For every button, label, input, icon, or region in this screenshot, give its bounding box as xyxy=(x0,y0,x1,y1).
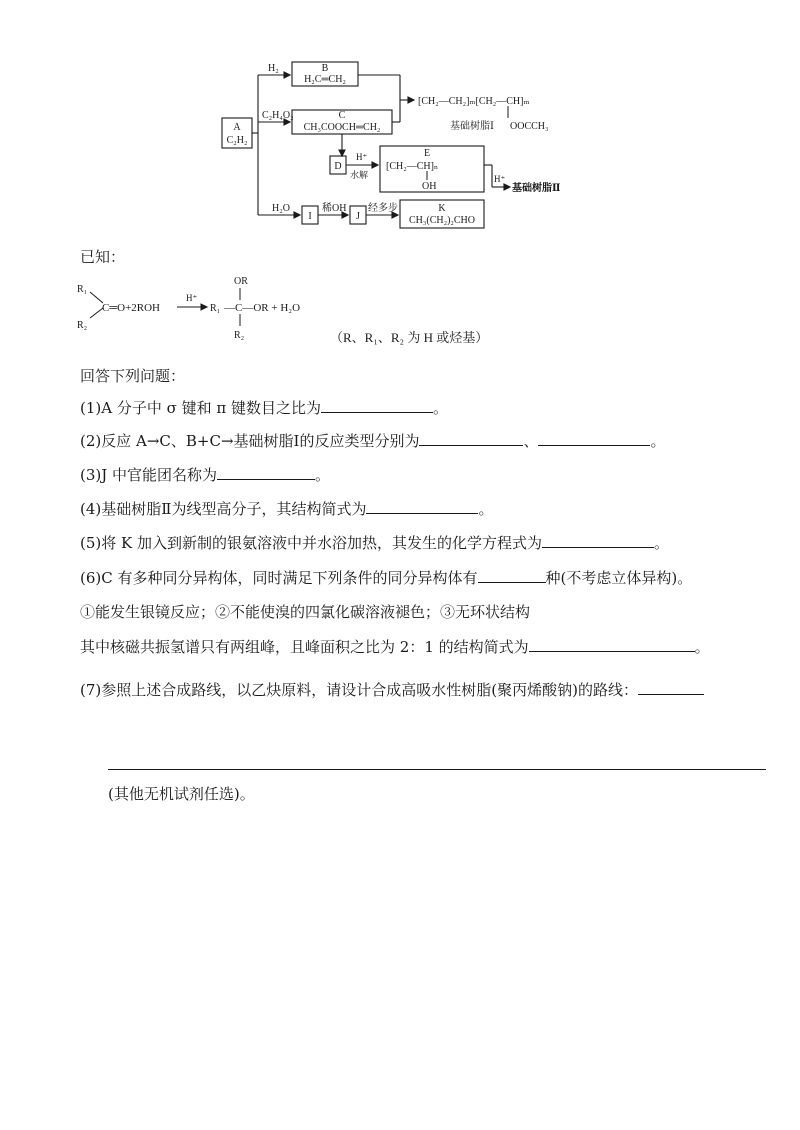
Hplus-2: H⁺ xyxy=(494,174,506,184)
q7-tail: (其他无机试剂任选)。 xyxy=(108,785,255,803)
q3-end: 。 xyxy=(315,466,331,484)
q5-answer-blank[interactable] xyxy=(542,533,654,548)
B-label: B xyxy=(321,63,329,74)
question-1 xyxy=(80,397,448,418)
known-R1-product: R₁ xyxy=(210,303,221,314)
resin1-polymer: [CH₂—CH₂]ₘ[CH₂—CH]ₘ xyxy=(418,96,530,107)
q6-end: 。 xyxy=(694,638,710,656)
question-3 xyxy=(80,464,330,485)
I-label: I xyxy=(308,211,312,222)
question-6 xyxy=(80,567,692,588)
q6-answer-blank-structure[interactable] xyxy=(529,637,695,652)
known-left: C═O+2ROH xyxy=(102,302,161,314)
multi-step-label: 经多步 xyxy=(368,203,398,214)
D-label: D xyxy=(334,161,342,172)
q6-answer-blank-count[interactable] xyxy=(478,568,546,583)
E-substituent: OH xyxy=(422,181,437,192)
resin2-name: 基础树脂Ⅱ xyxy=(512,183,561,194)
E-polymer: [CH₂—CH]ₙ xyxy=(386,161,439,172)
known-R1: R₁ xyxy=(77,284,88,295)
synthesis-scheme xyxy=(0,0,800,250)
q3-text: (3)J 中官能团名称为 xyxy=(80,466,218,484)
q5-text: (5)将 K 加入到新制的银氨溶液中并水浴加热，其发生的化学方程式为 xyxy=(80,534,542,552)
H2O-reagent: H₂O xyxy=(272,203,290,214)
J-label: J xyxy=(356,211,360,222)
question-5 xyxy=(80,532,669,553)
C-reagent: C₂H₄O₂ xyxy=(262,110,294,121)
q4-end: 。 xyxy=(478,500,494,518)
q6-mid: 种(不考虑立体异构)。 xyxy=(545,569,693,587)
hydrolysis-label: 水解 xyxy=(350,170,369,180)
known-R2-product: R₂ xyxy=(234,330,245,341)
C-label: C xyxy=(338,110,346,121)
question-7 xyxy=(80,679,704,700)
known-heading: 已知： xyxy=(80,248,126,266)
H2-reagent: H₂ xyxy=(268,63,279,74)
q6-text: (6)C 有多种同分异构体，同时满足下列条件的同分异构体有 xyxy=(80,569,478,587)
q1-answer-blank[interactable] xyxy=(321,398,433,413)
known-OR-top: OR xyxy=(234,276,248,287)
q1-end: 。 xyxy=(433,399,449,417)
intro: 回答下列问题： xyxy=(80,367,186,385)
K-label: K xyxy=(438,203,446,214)
q3-answer-blank[interactable] xyxy=(217,465,315,480)
q2-answer-blank-2[interactable] xyxy=(538,431,650,446)
question-2 xyxy=(80,430,666,451)
q2-answer-blank-1[interactable] xyxy=(419,431,523,446)
q4-text: (4)基础树脂Ⅱ为线型高分子，其结构简式为 xyxy=(80,500,367,518)
q2-text: (2)反应 A→C、B+C→基础树脂Ⅰ的反应类型分别为 xyxy=(80,432,420,450)
A-formula: C₂H₂ xyxy=(226,135,248,146)
C-formula: CH₃COOCH═CH₂ xyxy=(303,122,381,133)
q2-sep: 、 xyxy=(523,432,539,450)
question-4 xyxy=(80,498,493,519)
known-R2: R₂ xyxy=(77,320,88,331)
known-Hplus: H⁺ xyxy=(186,293,198,303)
A-label: A xyxy=(233,122,241,133)
B-formula: H₂C═CH₂ xyxy=(304,74,346,85)
resin1-substituent: OOCCH₃ xyxy=(510,121,549,132)
q1-text: (1)A 分子中 σ 键和 π 键数目之比为 xyxy=(80,399,322,417)
q4-answer-blank[interactable] xyxy=(366,499,478,514)
q7-answer-blank-inline[interactable] xyxy=(638,680,704,695)
K-formula: CH₃(CH₂)₂CHO xyxy=(408,215,476,226)
q7-text: (7)参照上述合成路线，以乙炔原料，请设计合成高吸水性树脂(聚丙烯酸钠)的路线： xyxy=(80,681,638,699)
Hplus-1: H⁺ xyxy=(356,152,368,162)
known-note: （R、R₁、R₂ 为 H 或烃基） xyxy=(330,330,489,345)
q5-end: 。 xyxy=(654,534,670,552)
known-product: —C—OR + H₂O xyxy=(224,302,301,314)
dilute-OH-reagent: 稀OH xyxy=(322,203,347,214)
E-label: E xyxy=(423,148,431,159)
q6-conditions: ①能发生银镜反应；②不能使溴的四氯化碳溶液褪色；③无环状结构 xyxy=(80,603,531,621)
resin1-name: 基础树脂Ⅰ xyxy=(450,121,494,132)
known-reaction xyxy=(0,270,800,350)
q7-answer-line[interactable] xyxy=(108,769,766,770)
q2-end: 。 xyxy=(650,432,666,450)
q6-nmr-text: 其中核磁共振氢谱只有两组峰，且峰面积之比为 2：1 的结构简式为 xyxy=(80,638,529,656)
q6-nmr-line xyxy=(80,636,710,657)
